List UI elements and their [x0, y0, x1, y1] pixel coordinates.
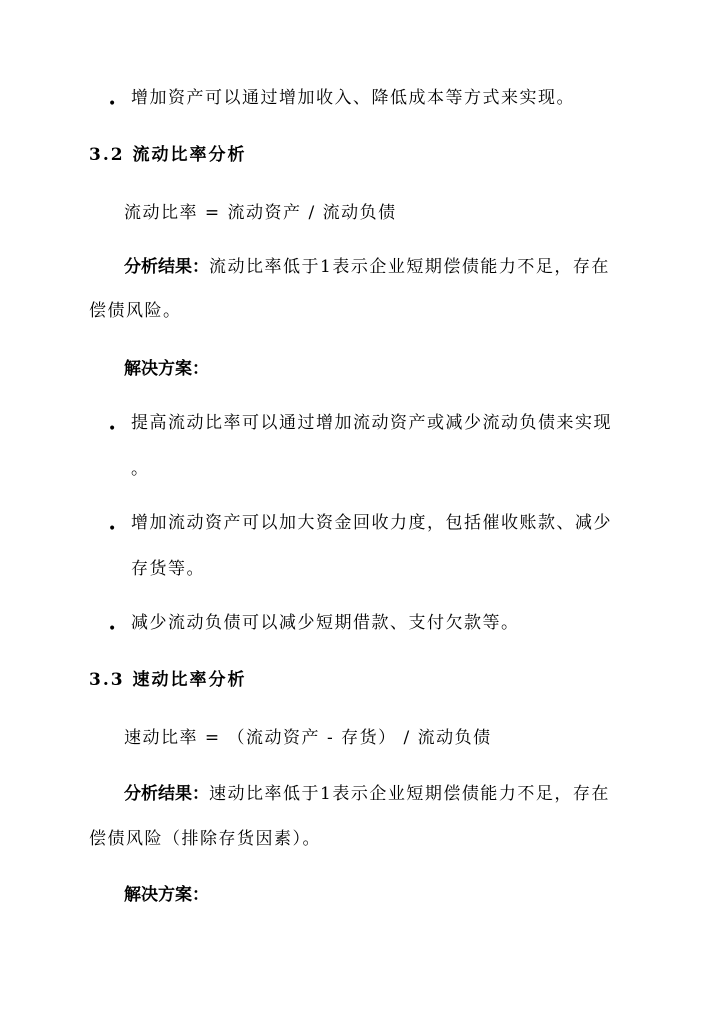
- bullet-text-reduce-current-liabilities: 减少流动负债可以减少短期借款、支付欠款等。: [131, 613, 520, 633]
- bullet-text-raise-current-ratio: 提高流动比率可以通过增加流动资产或减少流动负债来实现: [131, 413, 612, 433]
- analysis-result-paragraph-3-2: [124, 259, 610, 276]
- bullet-text-increase-current-assets-cont: 存货等。: [131, 559, 205, 579]
- formula-current-ratio: 流动比率 = 流动资产 / 流动负债: [124, 203, 397, 223]
- bullet-marker: •: [108, 621, 117, 637]
- bullet-marker: •: [108, 96, 117, 112]
- analysis-result-text: 速动比率低于1表示企业短期偿债能力不足，存在: [209, 784, 610, 804]
- bullet-text-increase-current-assets: 增加流动资产可以加大资金回收力度，包括催收账款、减少: [131, 513, 612, 533]
- bullet-text-raise-current-ratio-cont: 。: [131, 459, 148, 479]
- section-heading-3-3: 3.3 速动比率分析: [89, 670, 247, 690]
- analysis-result-paragraph-3-3: [124, 786, 610, 803]
- analysis-result-text: 流动比率低于1表示企业短期偿债能力不足，存在: [209, 257, 610, 277]
- bullet-marker: •: [108, 421, 117, 437]
- section-heading-3-2: 3.2 流动比率分析: [89, 145, 247, 165]
- analysis-result-label: 分析结果：: [124, 257, 209, 277]
- solution-label-3-3: 解决方案：: [124, 885, 209, 905]
- analysis-result-continuation: 偿债风险。: [89, 301, 182, 321]
- bullet-text-asset-increase: 增加资产可以通过增加收入、降低成本等方式来实现。: [131, 88, 575, 108]
- analysis-result-continuation: 偿债风险（排除存货因素）。: [89, 829, 321, 849]
- bullet-marker: •: [108, 521, 117, 537]
- solution-label-3-2: 解决方案：: [124, 359, 209, 379]
- analysis-result-label: 分析结果：: [124, 784, 209, 804]
- formula-quick-ratio: 速动比率 = （流动资产 - 存货） / 流动负债: [124, 728, 492, 748]
